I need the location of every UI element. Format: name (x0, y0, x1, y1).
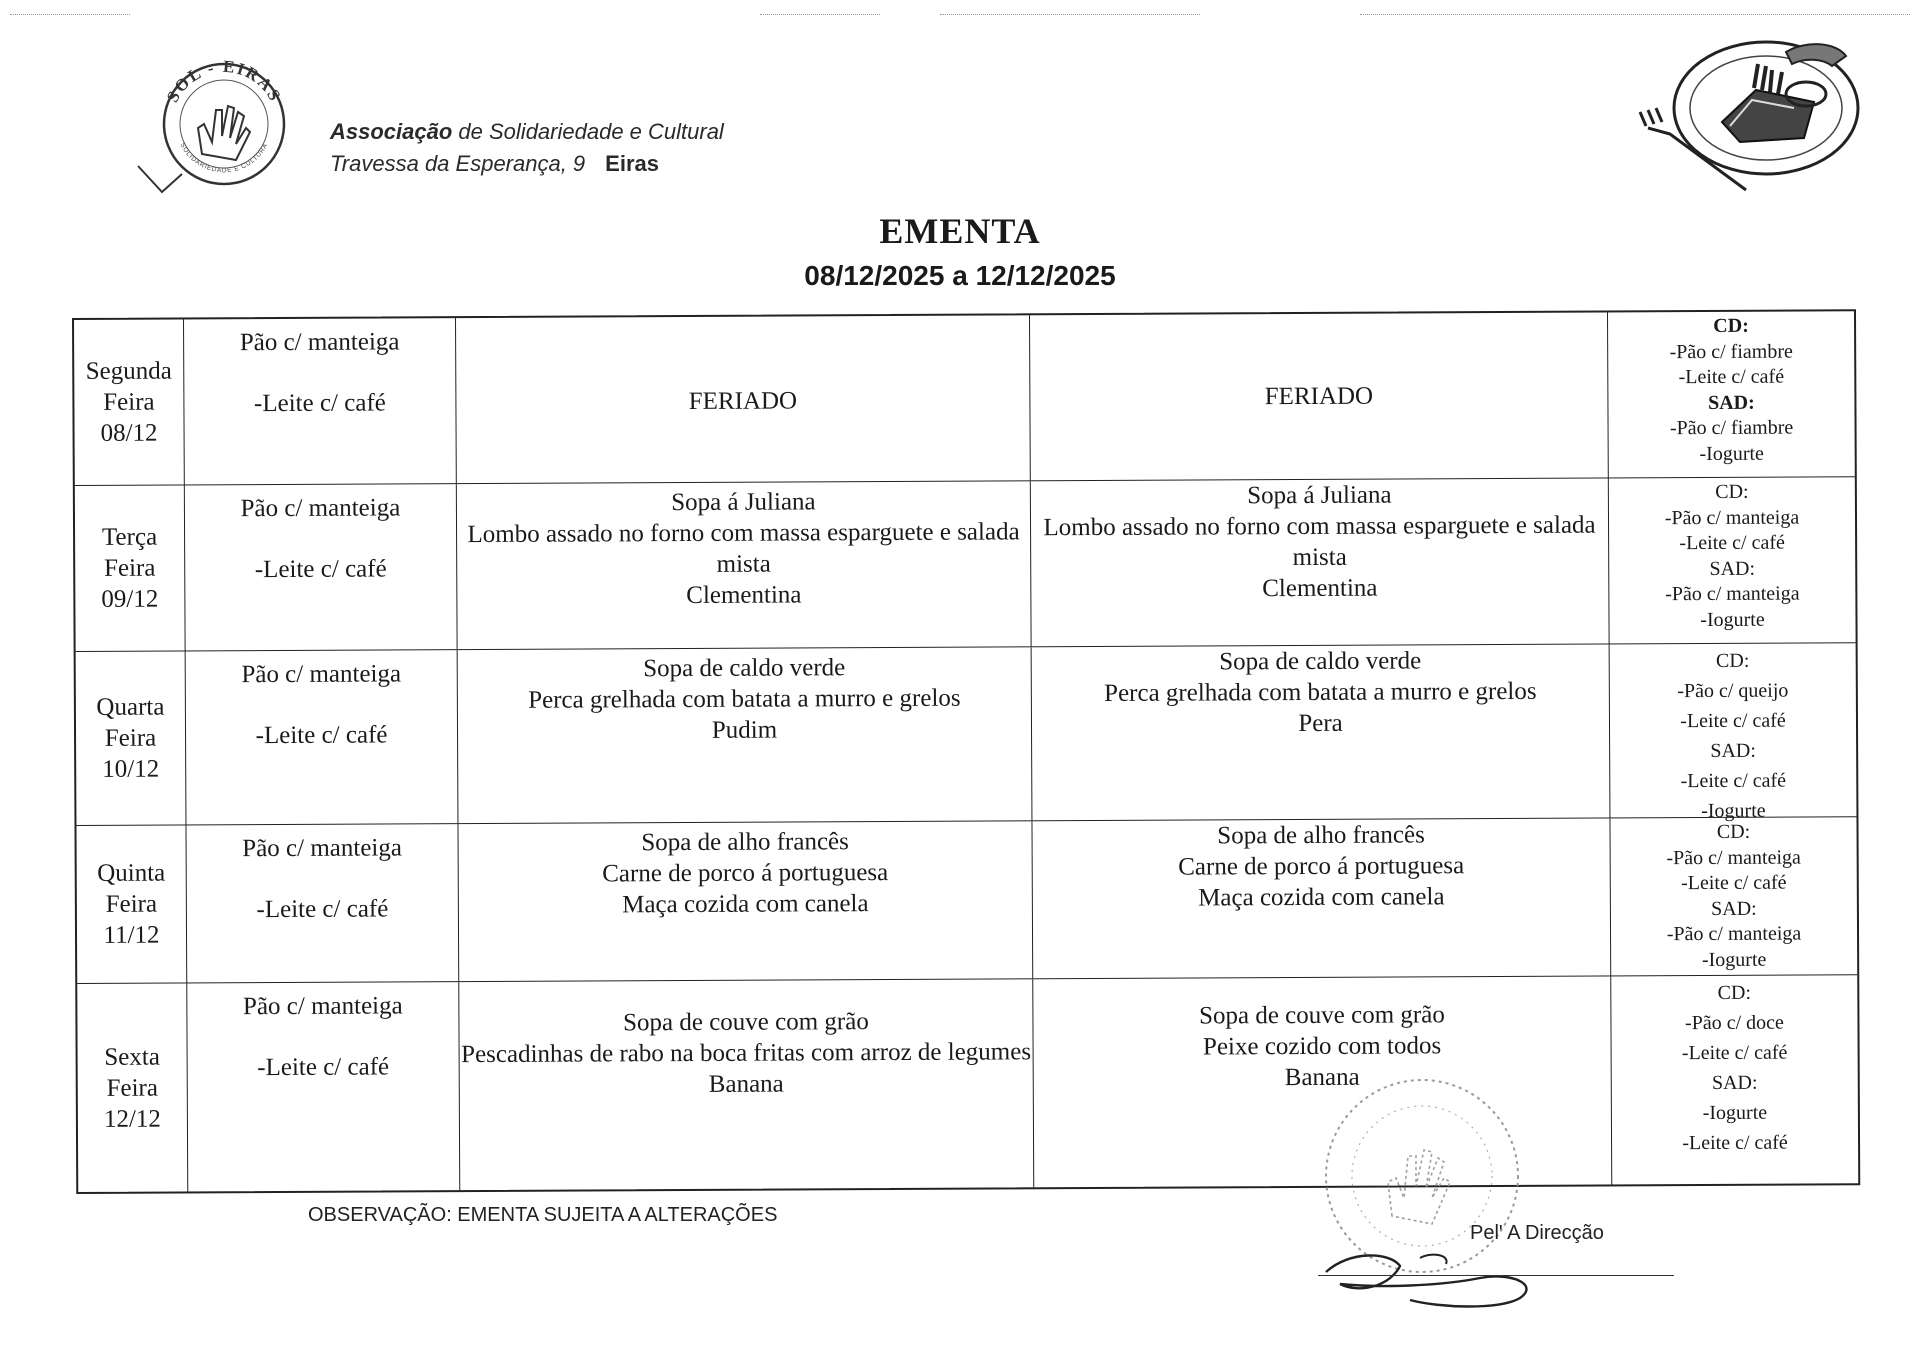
day-date: 12/12 (103, 1105, 161, 1133)
page-title: EMENTA (879, 211, 1041, 251)
organization-address-line (330, 148, 724, 180)
signature-line (1318, 1275, 1674, 1276)
association-logo (132, 58, 298, 208)
breakfast-item: Pão c/ manteiga (239, 328, 400, 357)
snack-item: -Leite c/ café (1682, 1131, 1788, 1155)
dinner-item: Sopa de alho francês (1217, 821, 1425, 850)
snack-cell (1611, 975, 1858, 1184)
breakfast-item: -Leite c/ café (257, 1053, 390, 1082)
organization-town: Eiras (605, 151, 659, 176)
lunch-cell (456, 315, 1031, 483)
logo-subtext: SOLIDARIEDADE E CULTURA (178, 141, 270, 175)
day-word: Feira (103, 388, 155, 416)
observation-note: OBSERVAÇÃO: EMENTA SUJEITA A ALTERAÇÕES (308, 1204, 778, 1226)
day-name: Terça (101, 523, 158, 551)
breakfast-item: -Leite c/ café (255, 721, 388, 750)
day-cell (77, 983, 188, 1192)
snack-heading: SAD: (1709, 557, 1756, 580)
day-date: 11/12 (103, 921, 160, 949)
plate-with-meal-icon (1636, 30, 1876, 200)
signature-scribble (1320, 1228, 1580, 1318)
dinner-item: Sopa de couve com grão (1198, 1001, 1445, 1030)
dinner-cell (1032, 644, 1611, 820)
table-row (76, 817, 1857, 984)
snack-item: -Pão c/ doce (1684, 1011, 1784, 1035)
day-name: Quinta (97, 859, 166, 887)
breakfast-item: -Leite c/ café (253, 389, 386, 418)
snack-item: -Iogurte (1699, 442, 1764, 465)
lunch-item: Banana (708, 1070, 784, 1098)
svg-text:SOL - EIRAS (163, 58, 285, 105)
snack-heading: CD: (1717, 981, 1752, 1004)
dinner-item: Sopa de caldo verde (1219, 647, 1422, 676)
scan-artifact-line (10, 14, 130, 17)
snack-cell (1609, 477, 1856, 643)
lunch-item: Clementina (686, 581, 802, 610)
lunch-item: Sopa de alho francês (641, 828, 849, 857)
breakfast-item: Pão c/ manteiga (242, 834, 402, 863)
breakfast-item: Pão c/ manteiga (242, 992, 403, 1021)
lunch-item: Lombo assado no forno com massa esparguete e salada mista (467, 518, 1020, 578)
snack-heading: CD: (1715, 480, 1749, 503)
snack-item: -Pão c/ manteiga (1665, 582, 1800, 606)
dinner-item: Clementina (1262, 574, 1378, 603)
lunch-cell (457, 481, 1032, 649)
table-row (75, 477, 1856, 652)
date-range: 08/12/2025 a 12/12/2025 (804, 260, 1116, 291)
breakfast-cell (186, 824, 459, 982)
breakfast-cell (185, 484, 458, 650)
organization-name-rest: de Solidariedade e Cultural (458, 119, 724, 144)
breakfast-item: Pão c/ manteiga (241, 660, 402, 689)
lunch-cell (458, 647, 1033, 823)
scan-artifact-line (760, 14, 880, 17)
snack-item: -Leite c/ café (1681, 1041, 1788, 1065)
breakfast-cell (187, 982, 460, 1191)
snack-heading: SAD: (1711, 1071, 1758, 1094)
lunch-cell (459, 979, 1034, 1190)
snack-item: -Leite c/ café (1680, 769, 1787, 793)
dinner-item: Lombo assado no forno com massa esparguete e salada mista (1043, 511, 1596, 572)
day-cell (75, 485, 186, 651)
snack-item: -Leite c/ café (1680, 871, 1787, 895)
table-row (76, 643, 1857, 826)
dinner-item: Maça cozida com canela (1198, 883, 1445, 912)
day-word: Feira (104, 724, 157, 752)
snack-item: -Pão c/ queijo (1677, 679, 1789, 703)
snack-item: -Pão c/ fiambre (1669, 340, 1793, 363)
snack-item: -Pão c/ manteiga (1666, 846, 1801, 869)
breakfast-item: Pão c/ manteiga (240, 494, 401, 523)
breakfast-cell (186, 650, 459, 824)
dinner-item: Banana (1284, 1063, 1360, 1092)
dinner-item: Sopa á Juliana (1247, 481, 1392, 510)
snack-heading: SAD: (1708, 391, 1755, 414)
lunch-cell (458, 821, 1033, 981)
snack-item: -Pão c/ fiambre (1669, 416, 1794, 440)
snack-item: -Leite c/ café (1679, 531, 1785, 555)
snack-heading: CD: (1715, 649, 1750, 672)
dinner-item: Pera (1298, 709, 1343, 738)
menu-table (72, 309, 1860, 1194)
lunch-item: Pudim (711, 716, 778, 744)
snack-item: -Iogurte (1702, 1101, 1768, 1125)
day-date: 10/12 (102, 755, 160, 783)
snack-item: -Iogurte (1701, 948, 1767, 971)
lunch-item: Sopa de caldo verde (643, 654, 846, 683)
dinner-item: Carne de porco á portuguesa (1178, 852, 1465, 881)
snack-heading: SAD: (1711, 897, 1757, 920)
snack-item: -Leite c/ café (1678, 365, 1785, 389)
lunch-item: Sopa de couve com grão (622, 1008, 869, 1037)
day-date: 08/12 (100, 419, 158, 447)
day-cell (76, 825, 187, 983)
day-cell (74, 319, 185, 485)
day-word: Feira (105, 890, 158, 918)
snack-item: -Leite c/ café (1680, 709, 1786, 733)
breakfast-cell (184, 318, 457, 484)
day-date: 09/12 (101, 585, 159, 613)
lunch-item: Sopa á Juliana (671, 488, 816, 517)
lunch-item: Carne de porco á portuguesa (602, 859, 889, 888)
lunch-item: FERIADO (688, 387, 798, 415)
signature-label: Pel' A Direcção (1470, 1222, 1604, 1244)
snack-item: -Iogurte (1700, 608, 1765, 631)
day-name: Segunda (85, 357, 172, 385)
organization-address: Travessa da Esperança, 9 (330, 151, 586, 176)
day-cell (76, 651, 187, 825)
snack-heading: CD: (1716, 820, 1751, 843)
breakfast-item: -Leite c/ café (256, 895, 389, 924)
organization-name-bold: Associação (330, 119, 453, 144)
lunch-item: Maça cozida com canela (622, 890, 869, 919)
scan-artifact-line (1360, 14, 1910, 17)
breakfast-item: -Leite c/ café (254, 555, 387, 584)
logo-text: SOL - EIRAS (162, 58, 286, 106)
day-name: Quarta (96, 693, 165, 721)
snack-item: -Pão c/ manteiga (1666, 922, 1802, 946)
lunch-item: Pescadinhas de rabo na boca fritas com arroz de legumes (461, 1038, 1032, 1069)
snack-heading: SAD: (1710, 739, 1756, 762)
lunch-item: Perca grelhada com batata a murro e grelos (528, 684, 961, 714)
snack-heading: CD: (1713, 314, 1749, 337)
table-row (74, 311, 1855, 486)
snack-item: -Pão c/ manteiga (1664, 506, 1800, 529)
organization-block (330, 116, 724, 180)
table-row (77, 975, 1858, 1192)
dinner-cell (1030, 312, 1609, 480)
day-name: Sexta (104, 1043, 160, 1071)
dinner-item: FERIADO (1264, 382, 1374, 411)
dinner-item: Perca grelhada com batata a murro e grelos (1104, 677, 1537, 707)
organization-name (330, 116, 724, 148)
scan-artifact-line (940, 14, 1200, 17)
dinner-item: Peixe cozido com todos (1202, 1032, 1442, 1061)
snack-cell (1608, 311, 1855, 477)
snack-cell (1610, 817, 1857, 975)
day-word: Feira (103, 554, 156, 582)
dinner-cell (1031, 478, 1610, 646)
day-word: Feira (106, 1074, 159, 1102)
snack-cell (1610, 643, 1857, 823)
dinner-cell (1032, 818, 1611, 978)
snack-item: -Iogurte (1701, 799, 1766, 823)
